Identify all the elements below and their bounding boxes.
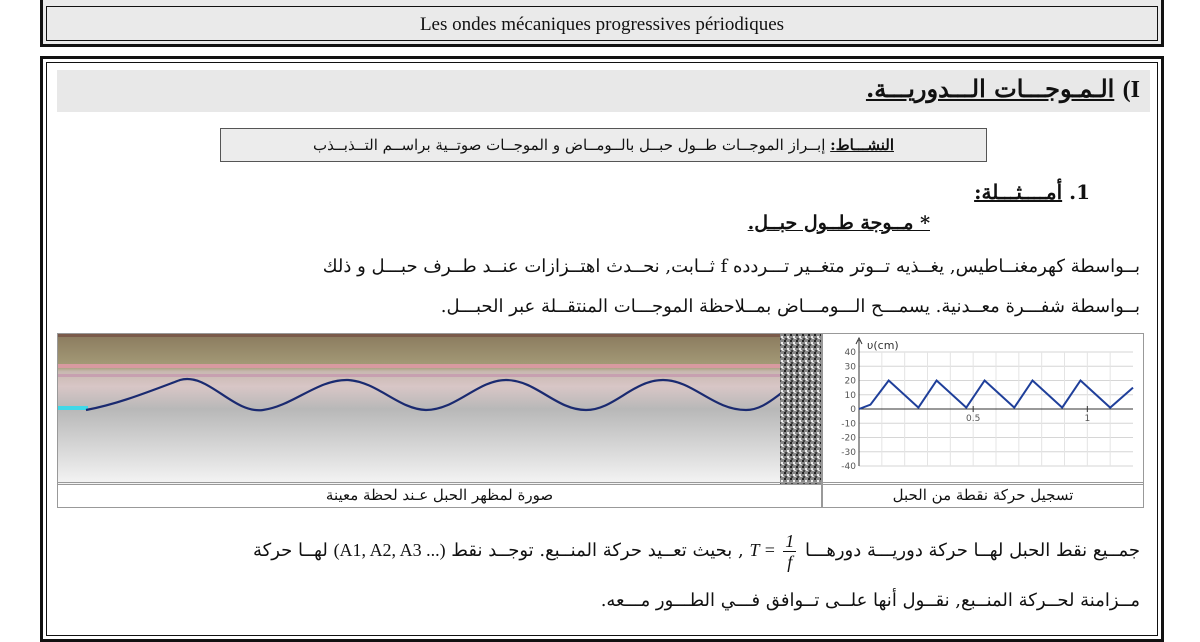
y-tick-label: 20 (844, 376, 856, 387)
page-title: Les ondes mécaniques progressives périodiques (419, 14, 785, 35)
rope-photo-figure (57, 333, 822, 485)
p2-text-c: لهــا حركة (253, 540, 328, 561)
subsection-title: أمــــثـــلة: (974, 180, 1063, 204)
y-tick-label: -40 (841, 462, 856, 472)
y-axis-label: υ(cm) (867, 339, 899, 352)
section-title: الـمـوجـــات الـــدوريـــة. (865, 74, 1115, 103)
p2-text-b: , بحيث تعــيد حركة المنــبع. توجــد نقط (451, 540, 744, 561)
formula-fraction (783, 531, 796, 572)
fraction-numerator: 1 (785, 531, 795, 552)
y-tick-label: -30 (841, 447, 856, 458)
y-tick-label: -10 (841, 419, 856, 430)
paragraph-line-1: بــواسطة كهرمغنــاطيس, يغــذيه تــوتر متغــير تـــردده f ثــابت, نحــدث اهتــزازات عنــد طــرف حبـــل و ذلك (322, 256, 1140, 277)
example-title: * مــوجة طــول حبــل. (747, 212, 930, 234)
subsection-heading (974, 180, 1090, 204)
period-formula (749, 530, 799, 572)
rope-photo-caption: صورة لمظهر الحبل عـند لحظة معينة (57, 482, 822, 508)
displacement-chart (823, 334, 1143, 484)
displacement-chart-figure (822, 333, 1144, 485)
y-tick-label: 40 (844, 348, 856, 358)
y-tick-label: 0 (850, 405, 856, 415)
activity-text: إبــراز الموجــات طــول حبــل بالــومــاض و الموجــات صوتــية براســم التــذبــذب (313, 136, 826, 154)
subsection-number: 1. (1069, 180, 1090, 204)
points-list: (A1, A2, A3 ...) (333, 540, 446, 560)
absorbing-end (780, 334, 821, 484)
x-tick-label: 1 (1084, 414, 1091, 424)
header-box (40, 0, 1164, 47)
rope-wave-illustration (58, 334, 821, 484)
activity-box (220, 128, 987, 162)
fraction-denominator: f (787, 552, 793, 573)
y-tick-label: 30 (844, 362, 856, 373)
chart-caption: تسجيل حركة نقطة من الحبل (822, 482, 1144, 508)
paragraph2-line-2: مــزامنة لحــركة المنــبع, نقــول أنها علــى تــوافق فـــي الطـــور مـــعه. (600, 590, 1140, 611)
section-heading (866, 74, 1140, 104)
paragraph2-line-1 (60, 530, 1140, 578)
paragraph-line-2: بــواسطة شفـــرة معــدنية. يسمـــح الـــومـــاض بمــلاحظة الموجـــات المنتقــلة عبر الحبـــل. (440, 296, 1140, 317)
x-tick-label: 0.5 (966, 414, 981, 424)
p2-text-a: جمــيع نقط الحبل لهــا حركة دوريـــة دورهـــا (805, 540, 1140, 561)
formula-T: T = (749, 540, 776, 560)
vibrator-end (58, 406, 88, 410)
section-number: I) (1122, 77, 1140, 103)
activity-label: النشـــاط: (830, 136, 894, 154)
y-tick-label: 10 (844, 390, 856, 401)
y-tick-label: -20 (841, 433, 856, 444)
